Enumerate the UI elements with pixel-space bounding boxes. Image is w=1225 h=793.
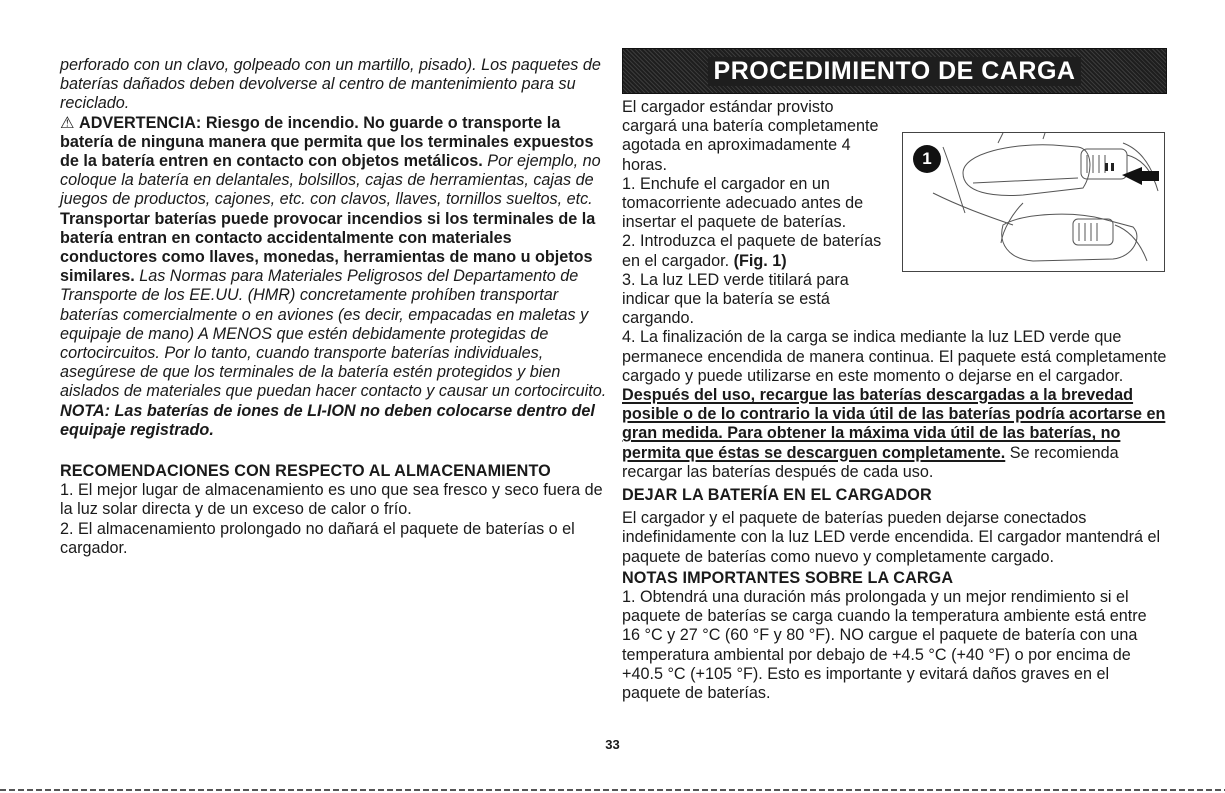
fire-warning-paragraph	[60, 114, 608, 210]
charger-drawing-icon	[903, 133, 1164, 271]
charging-procedure-banner	[622, 48, 1167, 94]
transport-warning-bold: Transportar baterías puede provocar incendios si los terminales de la batería entran en contacto accidentalmente con materiales conductores como llaves, monedas, herramientas de mano u objetos similares.	[60, 209, 596, 286]
luggage-note: NOTA: Las baterías de iones de LI-ION no deben colocarse dentro del equipaje registrado.	[60, 401, 595, 439]
charging-step-3: 3. La luz LED verde titilará para indicar que la batería se está cargando.	[622, 270, 849, 328]
transport-regulation-text: Las Normas para Materiales Peligrosos del Departamento de Transporte de los EE.UU. (HMR) concretamente prohíben transportar baterías comercialmente o en aviones (es decir, empacadas en maletas y equipaje de mano) A MENOS que estén debidamente protegidas de cortocircuitos. Por lo tanto, cuando transporte baterías individuales, asegúrese de que los terminales de la batería estén protegidos y bien aislados de materiales que puedan hacer contacto y causar un cortocircuito.	[60, 267, 607, 401]
recharge-warning-paragraph	[622, 386, 1167, 482]
storage-heading: RECOMENDACIONES CON RESPECTO AL ALMACENAMIENTO	[60, 462, 551, 481]
charging-step-4: 4. La finalización de la carga se indica mediante la luz LED verde que permanece encendida de manera continua. El paquete está completamente cargado y puede utilizarse en este momento o dejarse en el cargador.	[622, 328, 1167, 385]
leave-battery-heading: DEJAR LA BATERÍA EN EL CARGADOR	[622, 486, 932, 505]
figure-reference: (Fig. 1)	[733, 251, 787, 270]
figure-1-charger-illustration	[902, 132, 1165, 272]
fire-warning-example: Por ejemplo, no coloque la batería en delantales, bolsillos, cajas de herramientas, cajas de juegos de productos, cajones, etc. con clavos, llaves, tornillos sueltos, etc.	[60, 152, 601, 209]
figure-number-badge: 1	[913, 145, 941, 173]
charging-note-1: 1. Obtendrá una duración más prolongada y un mejor rendimiento si el paquete de baterías se carga cuando la temperatura ambiente está entre 16 °C y 27 °C (60 °F y 80 °F). NO cargue el paquete de batería con una temperatura ambiental por debajo de +4.5 °C (+40 °F) o por encima de +40.5 °C (+105 °F). Esto es importante y evitará daños graves en el paquete de baterías.	[622, 588, 1147, 703]
fire-warning-bold: ADVERTENCIA: Riesgo de incendio. No guarde o transporte la batería de ninguna manera que permita que los terminales expuestos de la batería entren en contacto con objetos metálicos.	[60, 113, 594, 171]
charging-steps	[622, 98, 892, 328]
storage-item-1: 1. El mejor lugar de almacenamiento es uno que sea fresco y seco fuera de la luz solar directa y de un exceso de calor o frío.	[60, 481, 603, 519]
damaged-pack-paragraph: perforado con un clavo, golpeado con un martillo, pisado). Los paquetes de baterías dañados deben devolverse al centro de mantenimiento para su reciclado.	[60, 56, 601, 113]
recharge-warning-underlined: Después del uso, recargue las baterías descargadas a la brevedad posible o de lo contrario la vida útil de las baterías podría acortarse en gran medida. Para obtener la máxima vida útil de las baterías, no permita que éstas se descarguen completamente.	[622, 386, 1166, 462]
charging-step-2-text: 2. Introduzca el paquete de baterías en el cargador.	[622, 232, 882, 270]
charging-notes-heading: NOTAS IMPORTANTES SOBRE LA CARGA	[622, 568, 954, 587]
storage-item-2: 2. El almacenamiento prolongado no dañará el paquete de baterías o el cargador.	[60, 519, 575, 557]
recharge-recommendation: Se recomienda recargar las baterías después de cada uso.	[622, 443, 1119, 481]
right-column	[622, 48, 1167, 703]
charging-step-1: 1. Enchufe el cargador en un tomacorriente adecuado antes de insertar el paquete de baterías.	[622, 174, 864, 232]
charging-step-2	[622, 232, 892, 270]
leave-battery-text: El cargador y el paquete de baterías pueden dejarse conectados indefinidamente con la luz LED verde encendida. El cargador mantendrá el paquete de baterías como nuevo y completamente cargado.	[622, 509, 1161, 566]
bottom-divider	[0, 789, 1225, 791]
spacer	[60, 440, 608, 462]
page-number: 33	[605, 737, 620, 752]
charging-intro: El cargador estándar provisto cargará una batería completamente agotada en aproximadamente 4 horas.	[622, 98, 879, 174]
left-column	[60, 56, 608, 558]
banner-title: PROCEDIMIENTO DE CARGA	[708, 57, 1082, 86]
warning-triangle-icon: ⚠	[60, 113, 75, 132]
transport-paragraph	[60, 210, 608, 440]
